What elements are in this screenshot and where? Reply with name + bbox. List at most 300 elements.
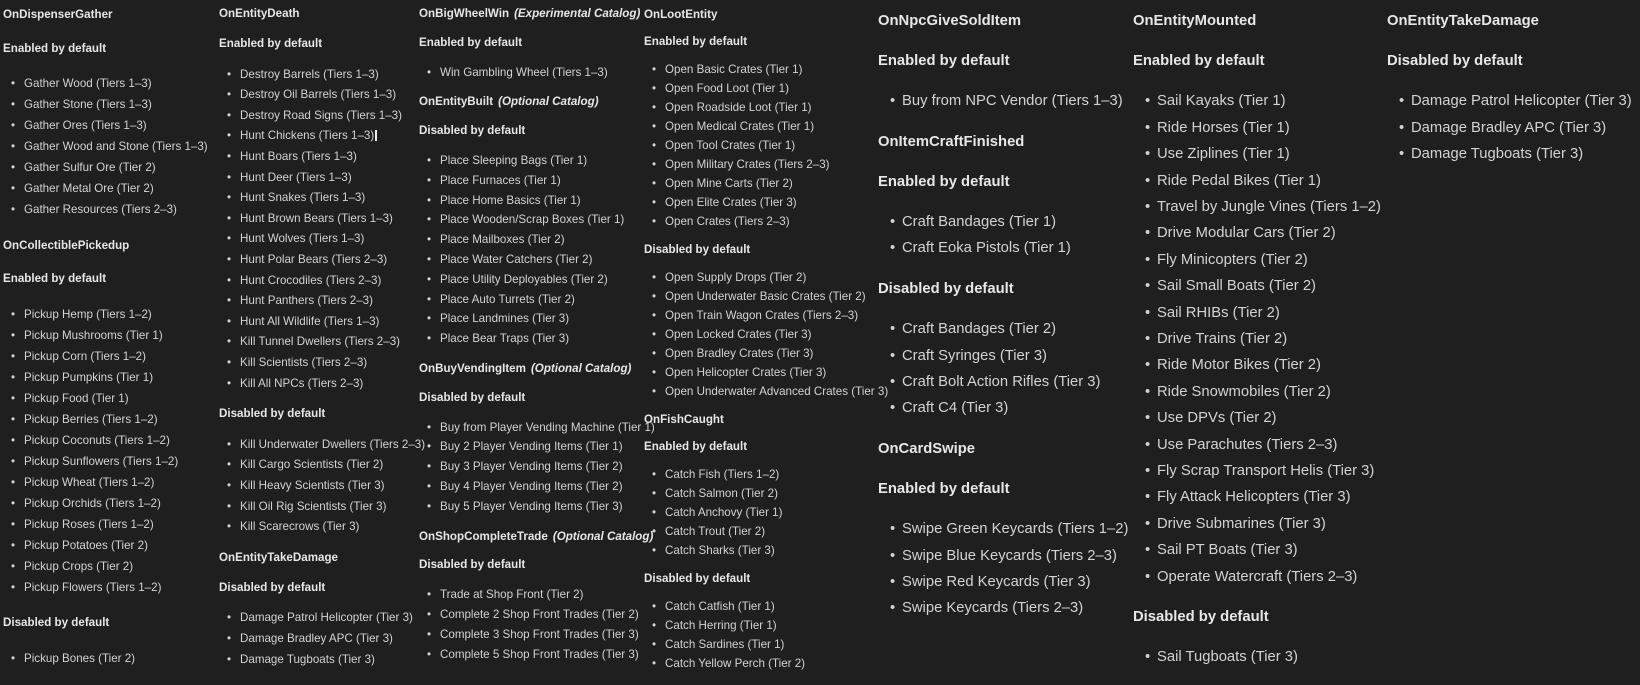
mission-item-text: Open Supply Drops (Tier 2) <box>665 271 807 284</box>
mission-item-text: Pickup Pumpkins (Tier 1) <box>24 370 154 384</box>
mission-item <box>440 230 640 250</box>
mission-item-text: Kill Oil Rig Scientists (Tier 3) <box>240 499 387 513</box>
mission-item <box>665 174 874 193</box>
mission-item-text: Hunt Chickens (Tiers 1–3) <box>240 129 375 143</box>
mission-item-text: Place Mailboxes (Tier 2) <box>440 233 565 247</box>
event-heading <box>878 129 1129 155</box>
mission-item-text: Destroy Barrels (Tiers 1–3) <box>240 67 379 81</box>
mission-item-text: Pickup Orchids (Tiers 1–2) <box>24 496 161 510</box>
mission-item-text: Catch Fish (Tiers 1–2) <box>665 468 780 481</box>
mission-item <box>24 648 215 669</box>
event-heading <box>1387 8 1637 34</box>
mission-item <box>440 585 640 605</box>
mission-list <box>3 304 215 598</box>
mission-item <box>440 625 640 645</box>
mission-item <box>440 477 640 497</box>
event-name: OnEntityTakeDamage <box>1387 13 1539 29</box>
mission-item <box>1157 644 1383 670</box>
event-name: OnLootEntity <box>644 8 718 21</box>
mission-item-text: Place Sleeping Bags (Tier 1) <box>440 153 588 167</box>
mission-item-text: Sail Tugboats (Tier 3) <box>1157 649 1298 666</box>
default-state-label: Disabled by default <box>419 390 526 404</box>
mission-item-text: Pickup Berries (Tiers 1–2) <box>24 412 158 426</box>
mission-item <box>902 343 1129 369</box>
event-heading <box>3 235 215 256</box>
mission-item-text: Damage Bradley APC (Tier 3) <box>240 632 393 646</box>
mission-item-text: Pickup Coconuts (Tiers 1–2) <box>24 433 170 447</box>
mission-item-text: Travel by Jungle Vines (Tiers 1–2) <box>1157 198 1381 215</box>
mission-item-text: Gather Wood (Tiers 1–3) <box>24 77 152 90</box>
mission-item <box>240 65 415 86</box>
mission-item-text: Craft Eoka Pistols (Tier 1) <box>902 240 1071 257</box>
mission-item <box>1157 405 1383 431</box>
mission-item-text: Kill Heavy Scientists (Tier 3) <box>240 478 385 492</box>
mission-list <box>219 435 426 538</box>
mission-item-text: Operate Watercraft (Tiers 2–3) <box>1157 568 1358 585</box>
mission-item <box>240 312 415 333</box>
mission-item-text: Craft C4 (Tier 3) <box>902 400 1009 417</box>
mission-item <box>24 430 215 451</box>
mission-item-text: Buy 4 Player Vending Items (Tier 2) <box>440 479 623 493</box>
mission-item-text: Swipe Green Keycards (Tiers 1–2) <box>902 521 1129 538</box>
default-state-label: Enabled by default <box>644 440 748 453</box>
mission-item-text: Buy 5 Player Vending Items (Tier 3) <box>440 499 623 513</box>
text-caret <box>375 130 377 141</box>
event-heading <box>878 8 1129 34</box>
mission-item <box>902 369 1129 395</box>
mission-item <box>665 465 874 484</box>
mission-item-text: Kill Scientists (Tiers 2–3) <box>240 356 368 369</box>
mission-item-text: Catch Trout (Tier 2) <box>665 525 766 538</box>
mission-item <box>665 60 874 79</box>
event-heading <box>419 4 640 24</box>
mission-item-text: Catch Anchovy (Tier 1) <box>665 506 783 519</box>
mission-item-text: Pickup Sunflowers (Tiers 1–2) <box>24 454 179 468</box>
mission-item-text: Gather Sulfur Ore (Tier 2) <box>24 161 156 174</box>
mission-list <box>419 151 640 349</box>
mission-item-text: Destroy Road Signs (Tiers 1–3) <box>240 108 402 122</box>
mission-item <box>1157 141 1383 167</box>
mission-item-text: Buy 2 Player Vending Items (Tier 1) <box>440 440 623 454</box>
mission-item <box>665 306 874 325</box>
event-column-entity-mounted <box>1133 0 1383 685</box>
event-name: OnEntityMounted <box>1133 13 1257 29</box>
mission-item <box>440 437 640 457</box>
mission-item-text: Pickup Corn (Tiers 1–2) <box>24 349 146 363</box>
mission-item-text: Kill Scarecrows (Tier 3) <box>240 520 360 534</box>
mission-item <box>902 543 1129 569</box>
event-heading <box>419 92 640 112</box>
mission-item-text: Place Bear Traps (Tier 3) <box>440 332 570 346</box>
mission-item <box>665 212 874 231</box>
mission-item-text: Catch Salmon (Tier 2) <box>665 487 778 500</box>
mission-item <box>665 541 874 560</box>
mission-item <box>24 472 215 493</box>
mission-item-text: Pickup Flowers (Tiers 1–2) <box>24 580 162 594</box>
mission-item-text: Gather Metal Ore (Tier 2) <box>24 182 154 195</box>
mission-item <box>1157 88 1383 114</box>
mission-item-text: Kill All NPCs (Tiers 2–3) <box>240 376 364 390</box>
mission-item <box>665 597 874 616</box>
mission-item <box>1411 141 1637 167</box>
mission-item <box>240 650 415 671</box>
mission-item <box>440 645 640 665</box>
mission-item <box>24 115 215 136</box>
mission-item <box>1157 247 1383 273</box>
mission-item-text: Sail PT Boats (Tier 3) <box>1157 542 1298 559</box>
mission-item-text: Catch Catfish (Tier 1) <box>665 600 775 613</box>
mission-item-text: Catch Sardines (Tier 1) <box>665 638 785 651</box>
default-state-label: Enabled by default <box>1133 52 1265 69</box>
mission-item-text: Place Auto Turrets (Tier 2) <box>440 292 575 306</box>
mission-item-text: Catch Sharks (Tier 3) <box>665 544 775 557</box>
mission-item-text: Fly Minicopters (Tier 2) <box>1157 251 1308 268</box>
mission-item <box>665 98 874 117</box>
mission-item-text: Kill Cargo Scientists (Tier 2) <box>240 458 384 472</box>
mission-item-text: Fly Scrap Transport Helis (Tier 3) <box>1157 463 1375 479</box>
mission-list <box>3 648 215 669</box>
mission-item <box>902 569 1129 595</box>
default-state-label: Enabled by default <box>3 41 107 55</box>
mission-item-text: Use Parachutes (Tiers 2–3) <box>1157 436 1338 453</box>
mission-item-text: Open Roadside Loot (Tier 1) <box>665 101 812 114</box>
mission-item-text: Buy 3 Player Vending Items (Tier 2) <box>440 460 623 474</box>
mission-item <box>1157 326 1383 352</box>
mission-item <box>24 94 215 115</box>
event-heading <box>219 548 415 569</box>
default-state-label: Disabled by default <box>3 616 110 629</box>
mission-item <box>440 290 640 310</box>
mission-item-text: Gather Stone (Tiers 1–3) <box>24 98 152 111</box>
mission-item <box>440 418 655 438</box>
mission-item <box>240 147 415 168</box>
event-name: OnBuyVendingItem <box>419 361 526 375</box>
mission-item-text: Drive Modular Cars (Tier 2) <box>1157 225 1336 242</box>
mission-item-text: Place Landmines (Tier 3) <box>440 312 570 326</box>
mission-item-text: Damage Patrol Helicopter (Tier 3) <box>1411 93 1632 110</box>
mission-item-text: Pickup Mushrooms (Tier 1) <box>24 328 163 342</box>
mission-item-text: Pickup Bones (Tier 2) <box>24 651 136 665</box>
mission-item <box>440 309 640 329</box>
mission-item <box>902 316 1129 342</box>
mission-item-text: Craft Bandages (Tier 2) <box>902 321 1057 338</box>
mission-list <box>644 60 874 231</box>
mission-item <box>1157 564 1383 590</box>
mission-item <box>24 409 215 430</box>
mission-list <box>878 209 1129 262</box>
default-state-label: Enabled by default <box>3 272 107 285</box>
mission-item <box>440 457 640 477</box>
mission-list <box>3 73 215 220</box>
mission-item <box>240 476 415 497</box>
default-state-label: Disabled by default <box>419 124 526 138</box>
mission-item-text: Open Underwater Basic Crates (Tier 2) <box>665 290 866 303</box>
mission-item-text: Complete 3 Shop Front Trades (Tier 3) <box>440 627 639 641</box>
mission-item <box>1157 273 1383 299</box>
event-heading <box>219 4 415 25</box>
mission-item <box>24 325 215 346</box>
mission-item-text: Damage Tugboats (Tier 3) <box>1411 146 1584 163</box>
event-heading <box>878 436 1129 462</box>
mission-item <box>1157 300 1383 326</box>
event-heading <box>419 359 640 379</box>
event-name: OnItemCraftFinished <box>878 133 1025 150</box>
mission-item <box>440 270 640 290</box>
mission-list <box>878 316 1129 422</box>
default-state-label: Disabled by default <box>1387 52 1523 69</box>
mission-item <box>902 516 1129 542</box>
mission-list <box>644 597 874 673</box>
mission-item-text: Damage Bradley APC (Tier 3) <box>1411 119 1607 136</box>
default-state-label: Enabled by default <box>878 173 1010 190</box>
mission-item-text: Pickup Roses (Tiers 1–2) <box>24 517 154 531</box>
mission-item-text: Open Crates (Tiers 2–3) <box>665 215 790 228</box>
event-heading <box>644 410 874 429</box>
mission-item <box>1157 379 1383 405</box>
mission-list <box>878 516 1129 622</box>
default-state-label: Enabled by default <box>219 37 323 51</box>
mission-item-text: Buy from Player Vending Machine (Tier 1) <box>440 420 655 434</box>
catalog-suffix: (Optional Catalog) <box>552 529 654 543</box>
mission-item <box>1157 511 1383 537</box>
mission-item <box>440 151 640 171</box>
mission-item-text: Ride Horses (Tier 1) <box>1157 119 1290 136</box>
mission-item-text: Gather Resources (Tiers 2–3) <box>24 203 177 216</box>
mission-item <box>440 171 640 191</box>
default-state-label: Disabled by default <box>219 580 326 594</box>
mission-item <box>665 635 874 654</box>
mission-item <box>24 178 215 199</box>
mission-item-text: Swipe Red Keycards (Tier 3) <box>902 574 1091 590</box>
mission-item <box>665 79 874 98</box>
mission-item <box>665 287 874 306</box>
catalog-suffix: (Optional Catalog) <box>530 361 632 375</box>
mission-item-text: Hunt Crocodiles (Tiers 2–3) <box>240 273 382 287</box>
mission-item <box>240 291 415 312</box>
mission-item <box>665 503 874 522</box>
mission-item <box>24 304 215 325</box>
mission-item <box>665 325 874 344</box>
mission-item <box>1157 115 1383 141</box>
mission-item-text: Open Food Loot (Tier 1) <box>665 82 789 95</box>
mission-item-text: Open Bradley Crates (Tier 3) <box>665 347 814 360</box>
mission-item-text: Catch Yellow Perch (Tier 2) <box>665 657 806 670</box>
mission-list <box>644 465 874 560</box>
mission-item-text: Open Basic Crates (Tier 1) <box>665 63 803 76</box>
mission-item <box>665 117 874 136</box>
event-heading <box>644 5 874 24</box>
event-name: OnEntityTakeDamage <box>219 550 338 564</box>
mission-item-text: Place Utility Deployables (Tier 2) <box>440 272 608 286</box>
mission-item <box>240 85 415 106</box>
mission-item-text: Gather Ores (Tiers 1–3) <box>24 119 147 132</box>
mission-item-text: Buy from NPC Vendor (Tiers 1–3) <box>902 93 1123 110</box>
mission-item <box>440 191 640 211</box>
mission-item <box>665 363 874 382</box>
mission-item <box>1157 168 1383 194</box>
mission-item <box>24 493 215 514</box>
mission-item <box>665 193 874 212</box>
mission-list <box>1387 88 1637 167</box>
mission-item-text: Drive Submarines (Tier 3) <box>1157 515 1326 532</box>
mission-item-text: Craft Syringes (Tier 3) <box>902 347 1047 364</box>
mission-item-text: Sail RHIBs (Tier 2) <box>1157 304 1280 321</box>
mission-item <box>240 271 415 292</box>
mission-item <box>440 210 640 230</box>
mission-item-text: Open Elite Crates (Tier 3) <box>665 196 797 209</box>
mission-list <box>644 268 889 401</box>
mission-item <box>24 451 215 472</box>
default-state-label: Enabled by default <box>644 35 748 48</box>
mission-item <box>440 329 640 349</box>
default-state-label: Enabled by default <box>878 480 1010 497</box>
mission-item-text: Open Tool Crates (Tier 1) <box>665 139 796 152</box>
event-name: OnBigWheelWin <box>419 7 510 20</box>
default-state-label: Disabled by default <box>644 572 751 585</box>
mission-item-text: Place Wooden/Scrap Boxes (Tier 1) <box>440 213 625 227</box>
mission-item <box>665 522 874 541</box>
mission-item <box>24 535 215 556</box>
mission-item-text: Catch Herring (Tier 1) <box>665 619 777 632</box>
event-name: OnDispenserGather <box>3 8 113 21</box>
mission-item-text: Complete 5 Shop Front Trades (Tier 3) <box>440 647 639 661</box>
mission-item <box>665 268 874 287</box>
mission-item-text: Swipe Keycards (Tiers 2–3) <box>902 600 1084 617</box>
mission-item-text: Kill Tunnel Dwellers (Tiers 2–3) <box>240 335 401 349</box>
event-column-loot-entity <box>644 0 889 682</box>
mission-item <box>1411 115 1637 141</box>
mission-item-text: Damage Tugboats (Tier 3) <box>240 652 375 666</box>
mission-item <box>1157 352 1383 378</box>
mission-item-text: Use Ziplines (Tier 1) <box>1157 146 1290 163</box>
mission-item-text: Hunt Panthers (Tiers 2–3) <box>240 294 373 308</box>
mission-item-text: Destroy Oil Barrels (Tiers 1–3) <box>240 88 397 102</box>
default-state-label: Disabled by default <box>219 407 326 421</box>
mission-item <box>240 497 415 518</box>
mission-item <box>1157 220 1383 246</box>
mission-item <box>902 88 1129 114</box>
mission-item <box>24 136 215 157</box>
mission-item-text: Place Water Catchers (Tier 2) <box>440 252 593 266</box>
mission-list <box>219 65 415 395</box>
event-name: OnNpcGiveSoldItem <box>878 13 1022 29</box>
mission-item-text: Hunt Wolves (Tiers 1–3) <box>240 232 365 246</box>
mission-item-text: Complete 2 Shop Front Trades (Tier 2) <box>440 607 639 621</box>
mission-item <box>1411 88 1637 114</box>
mission-item-text: Ride Motor Bikes (Tier 2) <box>1157 357 1321 374</box>
mission-item-text: Hunt Deer (Tiers 1–3) <box>240 170 352 184</box>
mission-item-text: Craft Bolt Action Rifles (Tier 3) <box>902 374 1101 391</box>
mission-item-text: Open Train Wagon Crates (Tiers 2–3) <box>665 309 859 322</box>
mission-item <box>1157 432 1383 458</box>
mission-list <box>1133 644 1383 670</box>
mission-item-text: Hunt Boars (Tiers 1–3) <box>240 150 357 164</box>
mission-item-text: Pickup Wheat (Tiers 1–2) <box>24 475 155 489</box>
mission-item-text: Open Helicopter Crates (Tier 3) <box>665 366 827 379</box>
event-heading <box>1133 8 1383 34</box>
mission-item <box>24 514 215 535</box>
event-name: OnCollectiblePickedup <box>3 238 130 252</box>
mission-list <box>419 585 640 664</box>
mission-item <box>240 332 415 353</box>
mission-item-text: Drive Trains (Tier 2) <box>1157 330 1288 347</box>
mission-item-text: Ride Snowmobiles (Tier 2) <box>1157 383 1331 400</box>
mission-item <box>240 209 415 230</box>
event-name: OnEntityBuilt <box>419 95 494 109</box>
mission-item <box>665 344 874 363</box>
mission-item <box>665 484 874 503</box>
mission-item <box>440 497 640 517</box>
mission-item <box>902 209 1129 235</box>
mission-item <box>240 629 415 650</box>
mission-item-text: Open Medical Crates (Tier 1) <box>665 120 815 133</box>
mission-item <box>240 250 415 271</box>
mission-item <box>1157 537 1383 563</box>
mission-item-text: Fly Attack Helicopters (Tier 3) <box>1157 489 1351 506</box>
mission-list <box>419 63 640 83</box>
default-state-label: Disabled by default <box>644 243 751 256</box>
mission-item <box>24 346 215 367</box>
mission-item-text: Pickup Food (Tier 1) <box>24 391 129 405</box>
event-name: OnShopCompleteTrade <box>419 529 548 543</box>
default-state-label: Disabled by default <box>1133 609 1269 626</box>
mission-item-text: Damage Patrol Helicopter (Tier 3) <box>240 611 413 625</box>
mission-list <box>1133 88 1383 590</box>
mission-item-text: Hunt Polar Bears (Tiers 2–3) <box>240 253 388 267</box>
mission-item-text: Hunt Brown Bears (Tiers 1–3) <box>240 211 393 225</box>
default-state-label: Disabled by default <box>878 280 1014 297</box>
event-column-big-wheel-win <box>419 0 655 674</box>
mission-item <box>24 577 215 598</box>
mission-item <box>24 367 215 388</box>
mission-item <box>24 388 215 409</box>
event-column-dispenser-gather <box>3 0 215 683</box>
mission-item <box>240 374 415 395</box>
mission-item <box>665 155 874 174</box>
default-state-label: Disabled by default <box>419 558 526 572</box>
catalog-suffix: (Experimental Catalog) <box>514 7 641 20</box>
mission-item <box>902 595 1129 621</box>
event-heading <box>419 527 654 547</box>
mission-item-text: Open Mine Carts (Tier 2) <box>665 177 793 190</box>
mission-item-text: Open Locked Crates (Tier 3) <box>665 328 812 341</box>
mission-list <box>419 418 655 517</box>
event-heading <box>3 4 215 25</box>
mission-item <box>440 605 640 625</box>
mission-item-text: Open Military Crates (Tiers 2–3) <box>665 158 830 171</box>
mission-item <box>24 199 215 220</box>
mission-item <box>240 455 415 476</box>
mission-item <box>240 106 415 127</box>
mission-item-text: Swipe Blue Keycards (Tiers 2–3) <box>902 547 1117 564</box>
mission-item-text: Open Underwater Advanced Crates (Tier 3) <box>665 385 889 398</box>
mission-item <box>240 608 415 629</box>
event-column-entity-take-damage <box>1387 0 1637 182</box>
mission-item-text: Win Gambling Wheel (Tiers 1–3) <box>440 65 608 79</box>
mission-item <box>902 395 1129 421</box>
default-state-label: Enabled by default <box>419 35 523 49</box>
mission-item-text: Sail Kayaks (Tier 1) <box>1157 93 1286 110</box>
mission-item <box>240 188 415 209</box>
default-state-label: Enabled by default <box>878 52 1010 69</box>
mission-item <box>665 382 889 401</box>
mission-item-text: Pickup Hemp (Tiers 1–2) <box>24 307 152 321</box>
mission-item <box>1157 194 1383 220</box>
mission-item <box>240 517 415 538</box>
mission-item-text: Hunt All Wildlife (Tiers 1–3) <box>240 314 380 328</box>
mission-item <box>240 229 415 250</box>
event-column-entity-death <box>219 0 426 680</box>
